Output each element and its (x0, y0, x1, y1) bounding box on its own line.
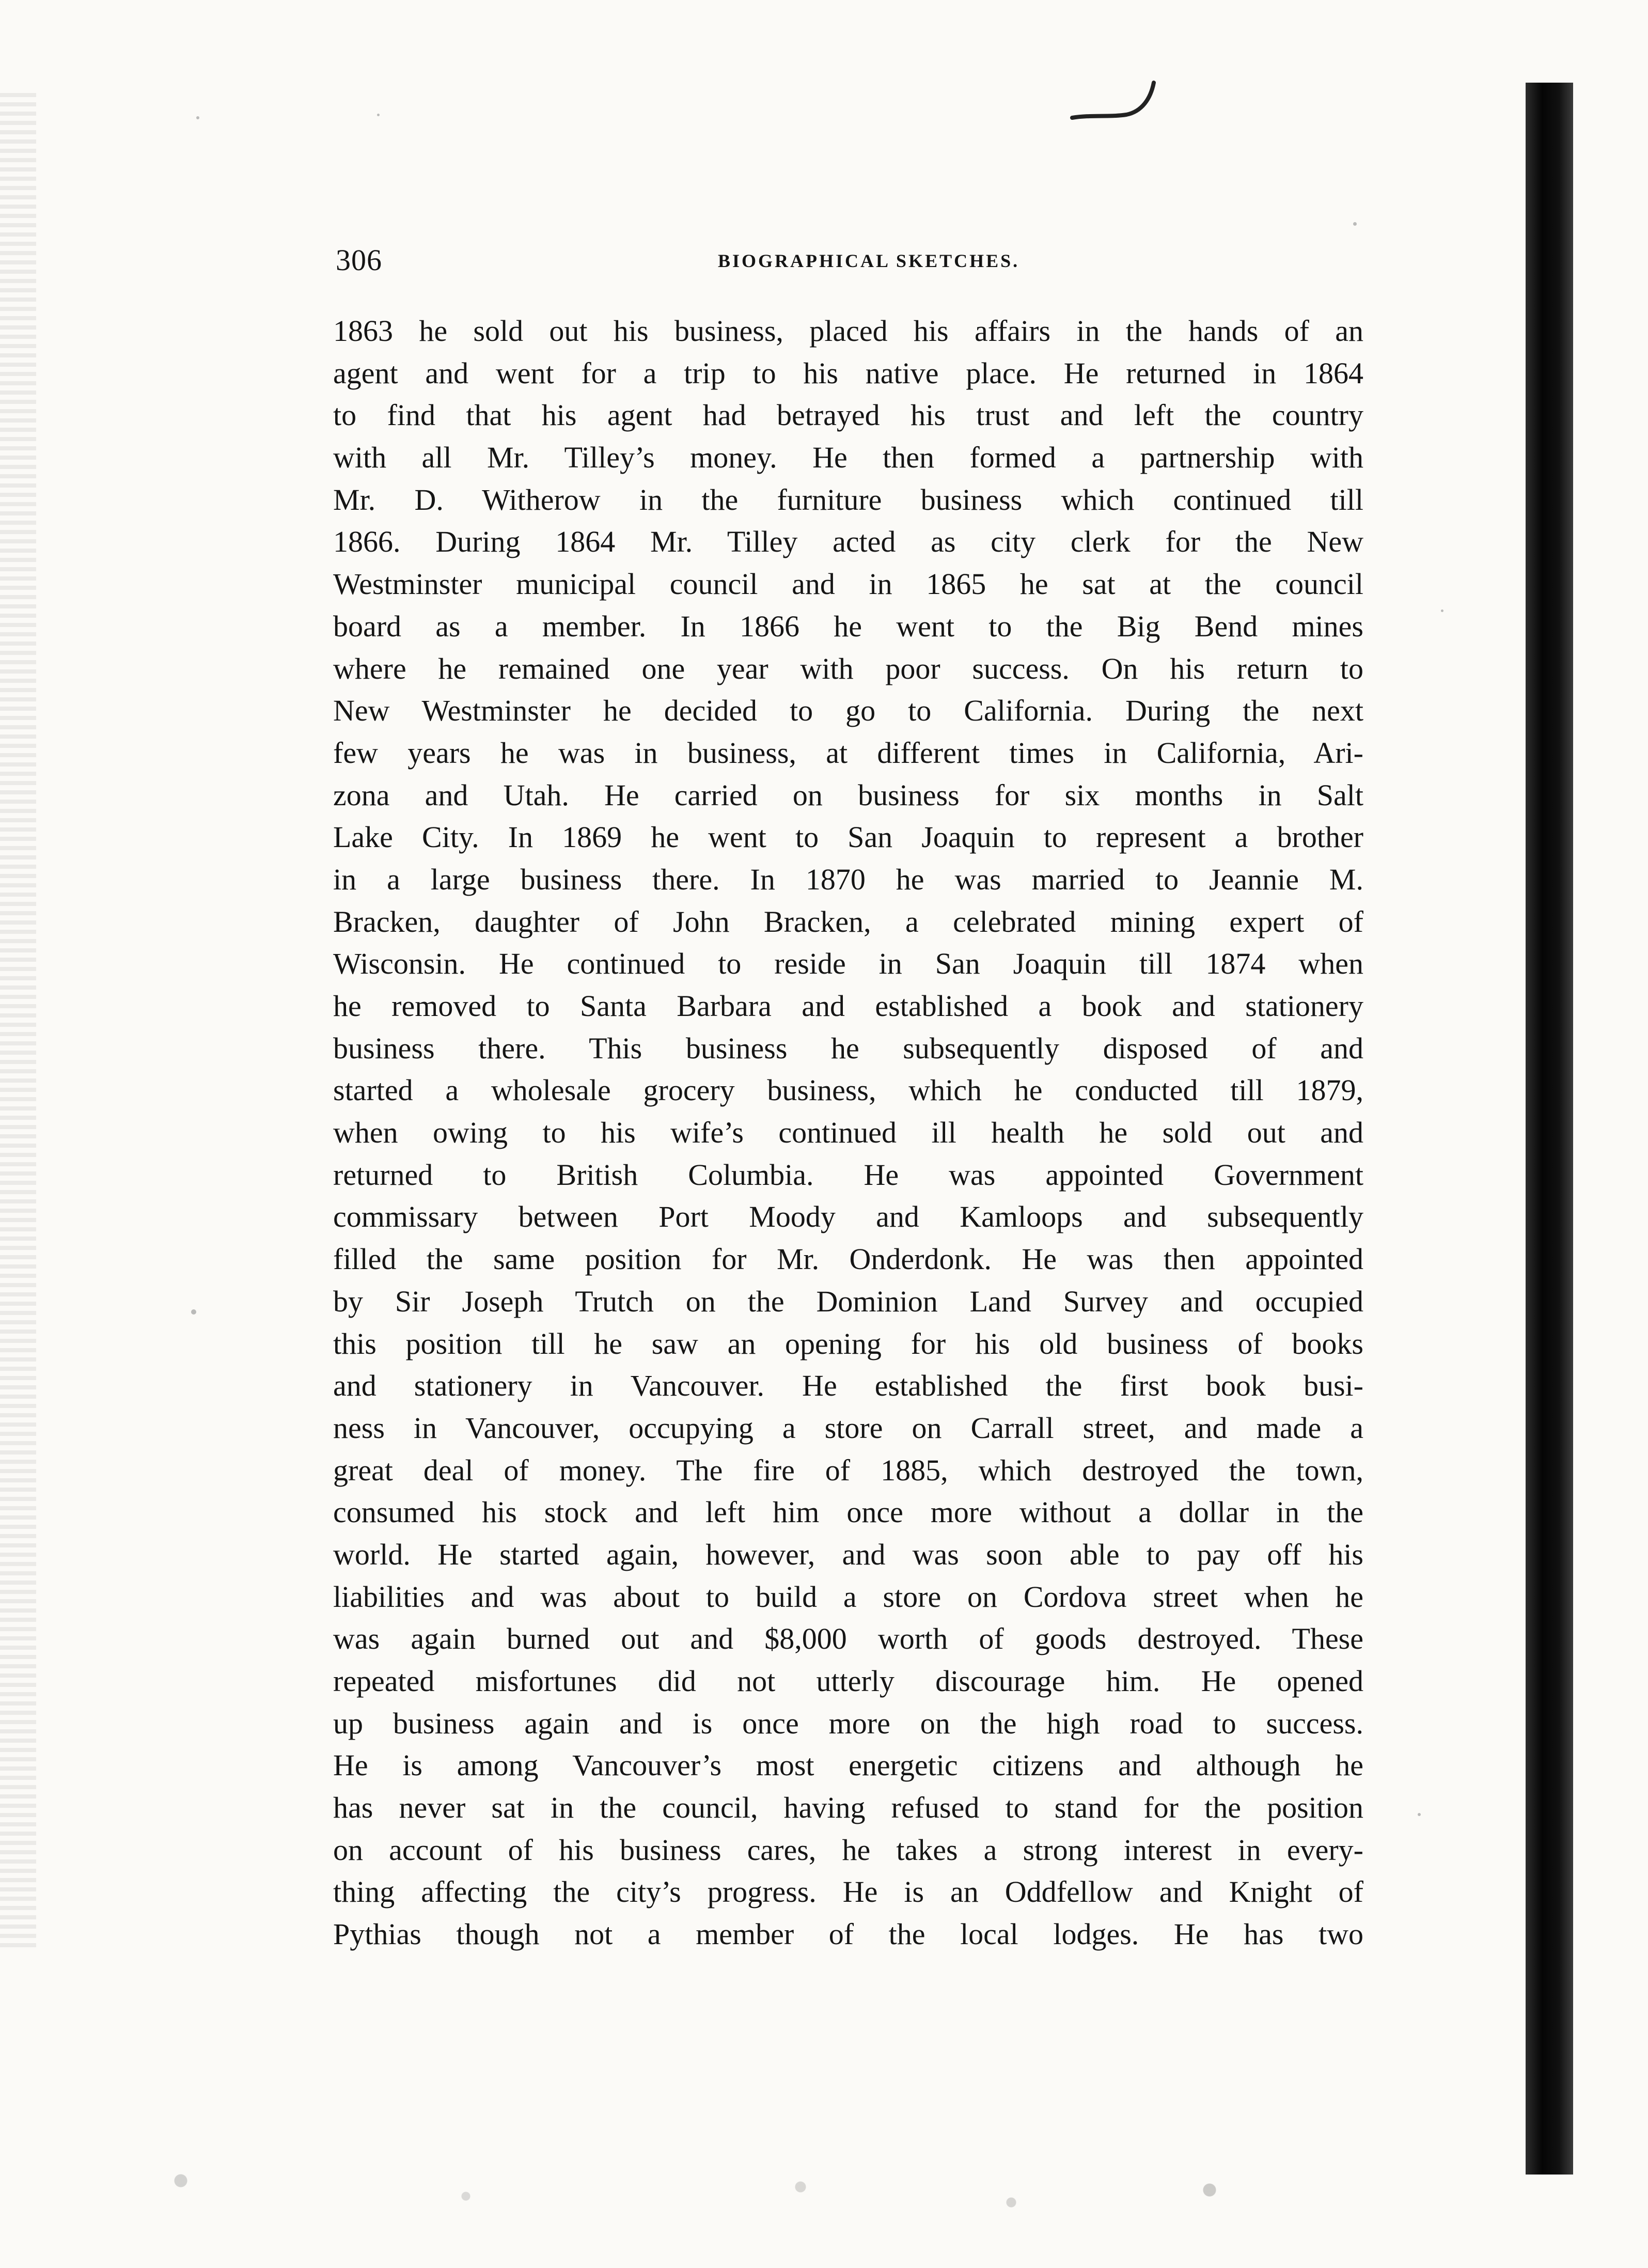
left-page-shadow (0, 93, 36, 1952)
body-line: ness in Vancouver, occupying a store on Carrall street, and made a (333, 1411, 1363, 1445)
body-line: 1866. During 1864 Mr. Tilley acted as city clerk for the New (333, 525, 1363, 559)
body-line: consumed his stock and left him once more without a dollar in the (333, 1495, 1363, 1529)
body-line: in a large business there. In 1870 he was married to Jeannie M. (333, 862, 1363, 896)
body-line: Lake City. In 1869 he went to San Joaquin to represent a brother (333, 820, 1363, 854)
body-line: where he remained one year with poor success. On his return to (333, 651, 1363, 685)
body-line: business there. This business he subsequently disposed of and (333, 1031, 1363, 1065)
body-text (333, 310, 1363, 1963)
body-line: up business again and is once more on the high road to success. (333, 1706, 1363, 1740)
body-line: was again burned out and $8,000 worth of goods destroyed. These (333, 1622, 1363, 1656)
body-line: by Sir Joseph Trutch on the Dominion Land Survey and occupied (333, 1284, 1363, 1318)
body-line: few years he was in business, at different times in California, Ari- (333, 736, 1363, 770)
paper-speck (191, 1309, 196, 1315)
body-line: 1863 he sold out his business, placed his affairs in the hands of an (333, 314, 1363, 348)
paper-speck (1441, 609, 1443, 612)
body-line: this position till he saw an opening for his old business of books (333, 1326, 1363, 1360)
bottom-smudges (119, 2159, 1358, 2221)
body-line: world. He started again, however, and was soon able to pay off his (333, 1537, 1363, 1571)
body-line: and stationery in Vancouver. He established the first book busi- (333, 1369, 1363, 1403)
body-line: filled the same position for Mr. Onderdonk. He was then appointed (333, 1242, 1363, 1276)
running-head: BIOGRAPHICAL SKETCHES. (718, 251, 1020, 271)
body-line: board as a member. In 1866 he went to the Big Bend mines (333, 609, 1363, 643)
body-line: Mr. D. Witherow in the furniture business which continued till (333, 482, 1363, 517)
body-line: to find that his agent had betrayed his trust and left the country (333, 398, 1363, 432)
body-line: with all Mr. Tilley’s money. He then formed a partnership with (333, 441, 1363, 475)
body-line: thing affecting the city’s progress. He is an Oddfellow and Knight of (333, 1875, 1363, 1909)
page-number: 306 (336, 243, 382, 277)
body-line: Bracken, daughter of John Bracken, a celebrated mining expert of (333, 904, 1363, 939)
body-line: repeated misfortunes did not utterly discourage him. He opened (333, 1664, 1363, 1698)
body-line: he removed to Santa Barbara and established a book and stationery (333, 989, 1363, 1023)
body-line: liabilities and was about to build a store on Cordova street when he (333, 1579, 1363, 1614)
body-line: on account of his business cares, he takes a strong interest in every- (333, 1833, 1363, 1867)
body-line: Pythias though not a member of the local lodges. He has two (333, 1917, 1363, 1951)
paper-speck (196, 116, 199, 119)
paper-speck (1353, 222, 1357, 226)
paper-speck (1418, 1813, 1421, 1816)
paper-speck (377, 114, 380, 116)
body-line: Wisconsin. He continued to reside in San Joaquin till 1874 when (333, 947, 1363, 981)
body-line: great deal of money. The fire of 1885, which destroyed the town, (333, 1453, 1363, 1487)
body-line: when owing to his wife’s continued ill health he sold out and (333, 1116, 1363, 1150)
binding-edge (1526, 83, 1573, 2175)
body-line: zona and Utah. He carried on business for six months in Salt (333, 778, 1363, 812)
body-line: New Westminster he decided to go to California. During the next (333, 694, 1363, 728)
body-line: returned to British Columbia. He was appointed Government (333, 1158, 1363, 1192)
body-line: has never sat in the council, having refused to stand for the position (333, 1791, 1363, 1825)
pencil-mark-icon (1069, 77, 1162, 139)
body-line: He is among Vancouver’s most energetic citizens and although he (333, 1748, 1363, 1782)
body-line: commissary between Port Moody and Kamloops and subsequently (333, 1200, 1363, 1234)
body-line: agent and went for a trip to his native place. He returned in 1864 (333, 356, 1363, 390)
page-header (336, 243, 1394, 284)
body-line: started a wholesale grocery business, which he conducted till 1879, (333, 1073, 1363, 1107)
body-line: Westminster municipal council and in 1865 he sat at the council (333, 567, 1363, 601)
